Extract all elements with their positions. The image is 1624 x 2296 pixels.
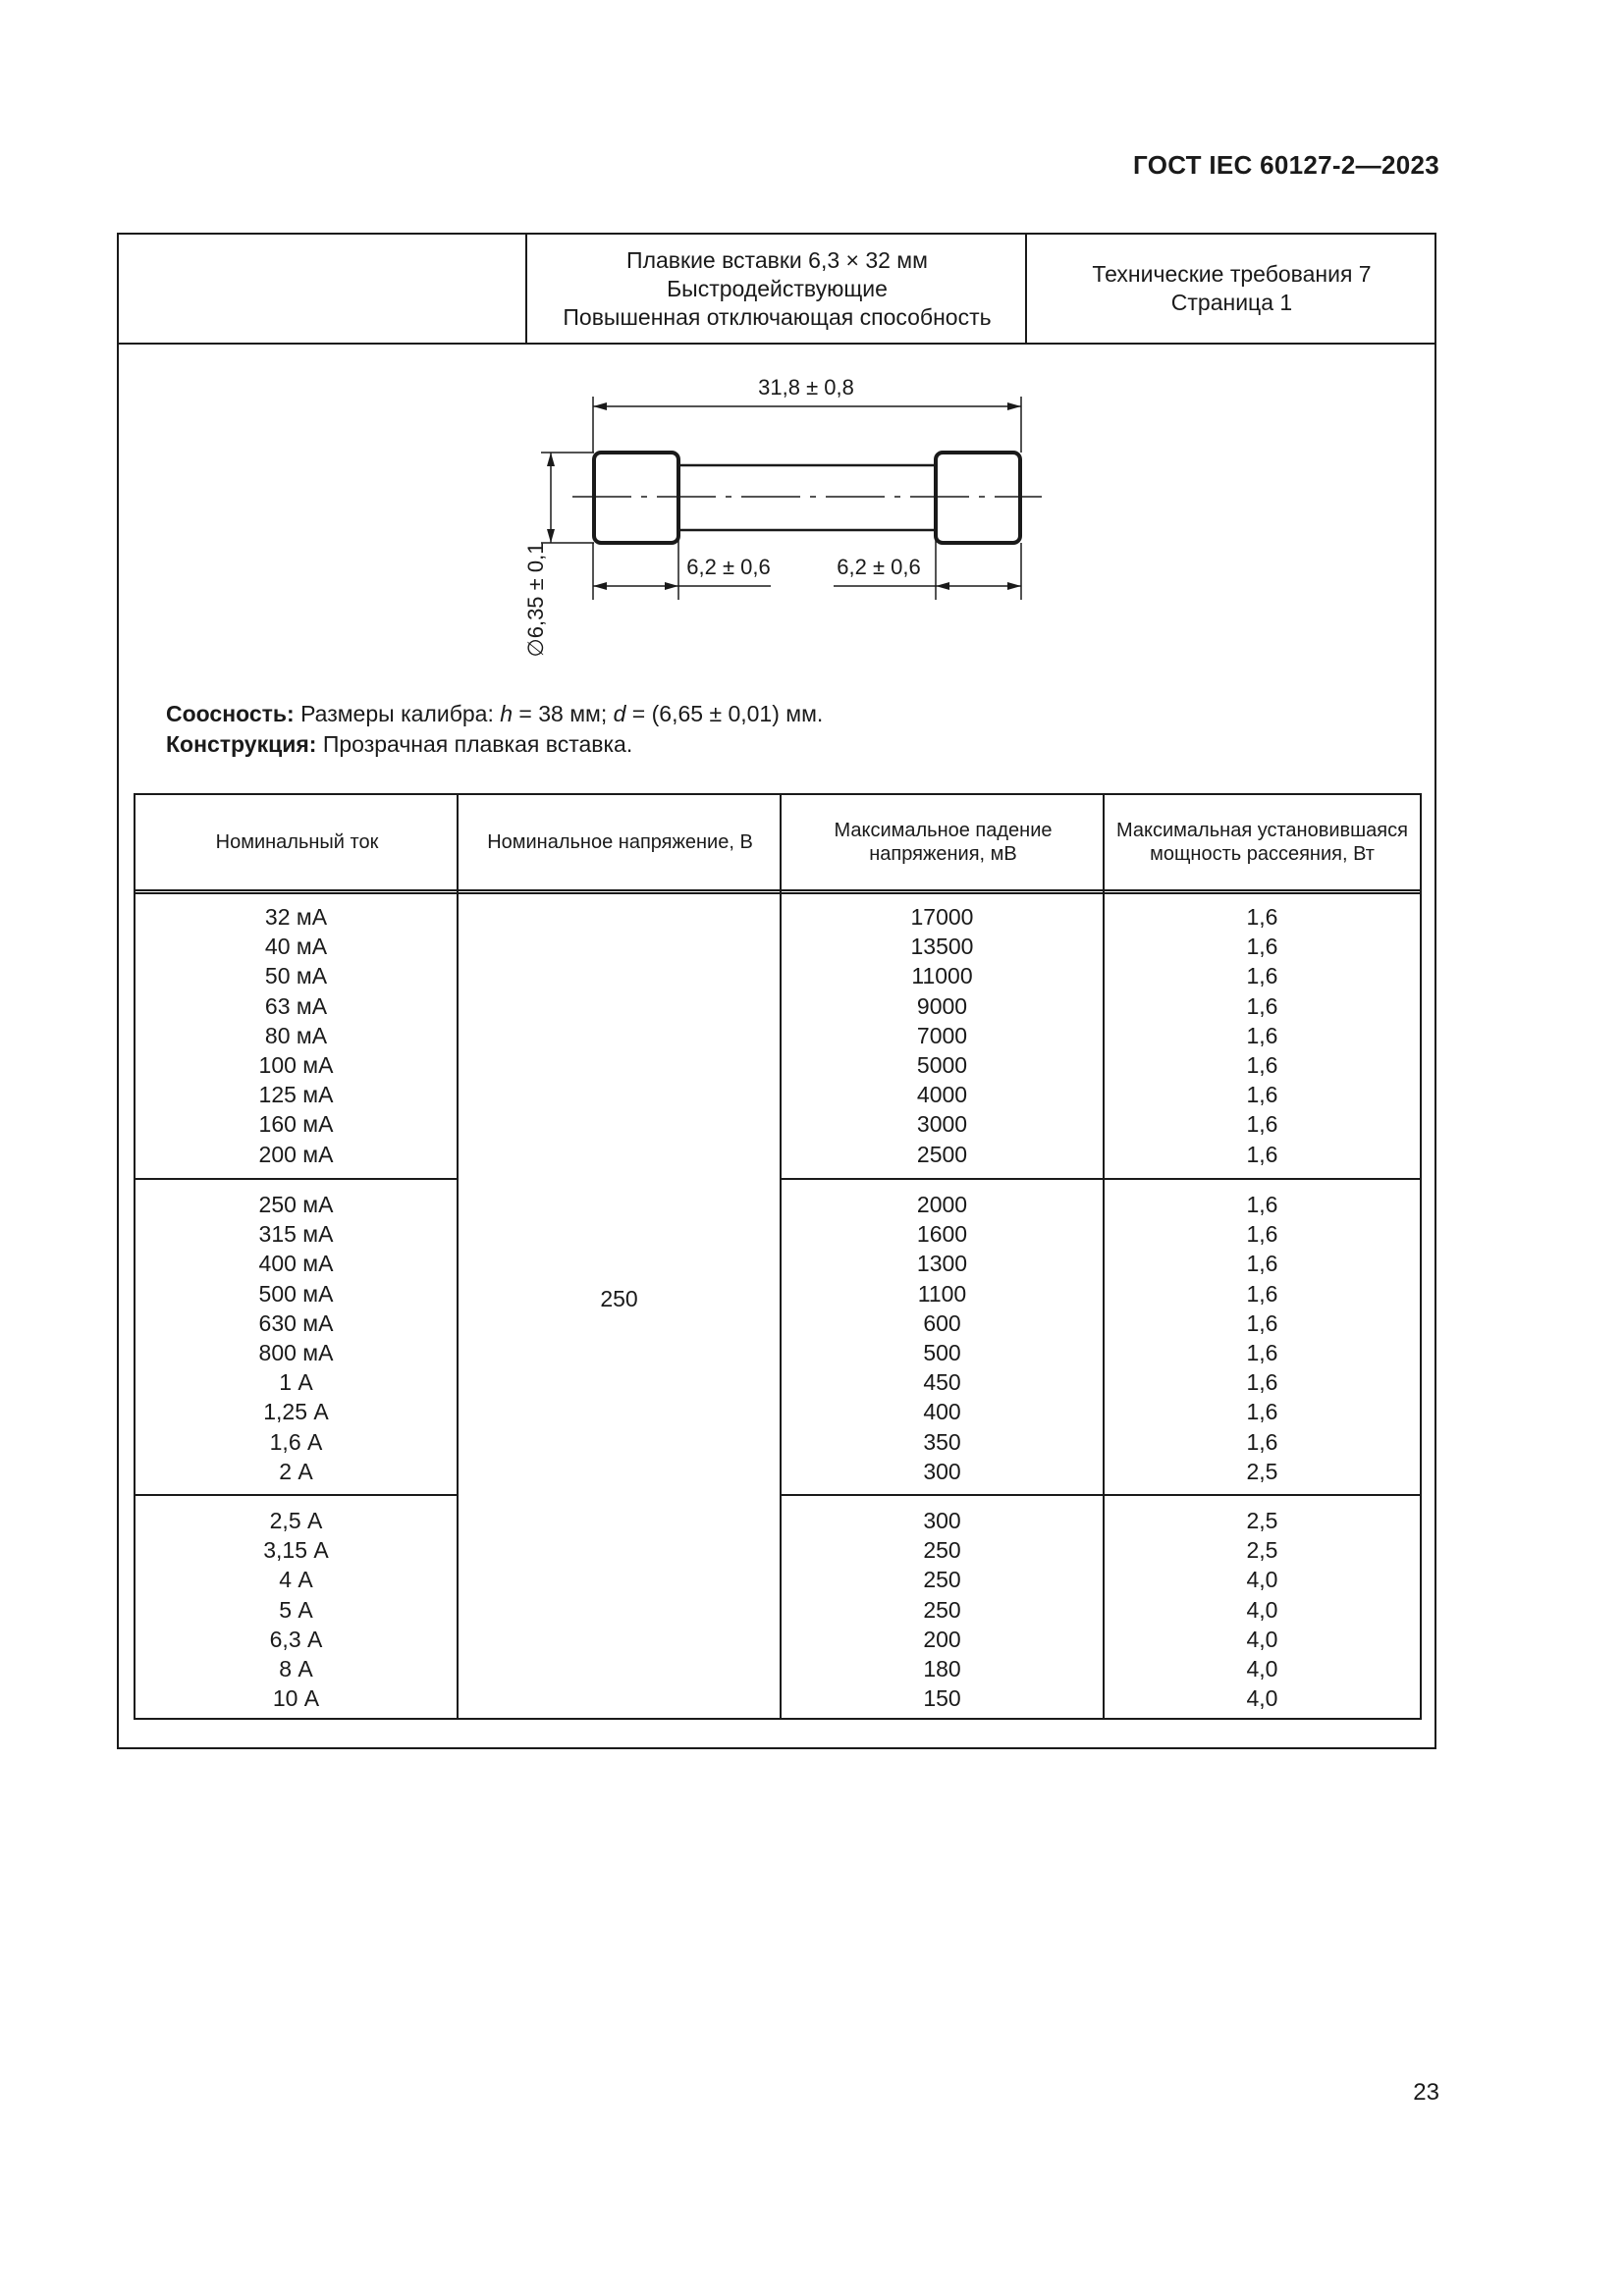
rated-current-cell: 40 мА (264, 934, 328, 960)
voltage-drop-cell: 250 (923, 1596, 961, 1623)
rated-current-cell: 315 мА (258, 1221, 334, 1248)
power-dissipation-cell: 2,5 (1246, 1537, 1278, 1564)
drop-list-group-2 (782, 1190, 1103, 1486)
rated-current-cell: 630 мА (258, 1309, 334, 1336)
voltage-drop-cell: 9000 (916, 992, 968, 1019)
power-dissipation-cell: 1,6 (1246, 1221, 1278, 1248)
power-dissipation-cell: 1,6 (1246, 1192, 1278, 1217)
alignment-text-1: Размеры калибра: (294, 701, 501, 726)
header-ref-line-1: Технические требования 7 (1092, 261, 1372, 287)
ratings-table (134, 793, 1422, 1720)
cap-length-left-label: 6,2 ± 0,6 (686, 555, 771, 579)
power-list-group-1 (1105, 902, 1420, 1169)
col-header-voltage-drop: Максимальное падение напряжения, мВ (834, 820, 1053, 865)
power-dissipation-cell: 1,6 (1246, 992, 1278, 1019)
voltage-drop-cell: 200 (923, 1626, 961, 1652)
voltage-drop-cell: 1100 (917, 1280, 967, 1307)
rated-current-cell: 32 мА (264, 904, 328, 930)
document-code: ГОСТ IEC 60127-2—2023 (1133, 150, 1439, 180)
notes-block (166, 699, 823, 760)
power-dissipation-cell: 1,6 (1246, 1082, 1278, 1108)
power-dissipation-cell: 1,6 (1246, 1399, 1278, 1425)
group-divider (135, 1178, 457, 1180)
rated-current-cell: 1,6 А (269, 1428, 323, 1455)
col-header-power-dissipation: Максимальная установившаяся мощность рассеяния, Вт (1116, 820, 1408, 865)
rated-current-cell: 500 мА (258, 1280, 334, 1307)
column-divider (457, 795, 459, 1718)
voltage-drop-cell: 250 (923, 1537, 961, 1564)
col-header-rated-current: Номинальный ток (215, 831, 379, 853)
voltage-drop-cell: 2500 (916, 1141, 968, 1167)
rated-current-cell: 1,25 А (263, 1399, 329, 1425)
rated-current-cell: 160 мА (258, 1111, 334, 1138)
voltage-drop-cell: 13500 (910, 934, 974, 960)
construction-note (166, 729, 823, 760)
header-title-line-3: Повышенная отключающая способность (563, 303, 992, 330)
voltage-drop-cell: 300 (923, 1458, 961, 1484)
rated-current-cell: 200 мА (258, 1141, 334, 1167)
rated-current-cell: 63 мА (264, 992, 328, 1019)
header-double-rule (135, 889, 1420, 894)
voltage-drop-cell: 1300 (916, 1251, 968, 1277)
group-divider (780, 1494, 1420, 1496)
rated-current-cell: 100 мА (258, 1052, 334, 1079)
alignment-text-2: = 38 мм; (513, 701, 614, 726)
voltage-drop-cell: 11000 (911, 963, 973, 989)
power-dissipation-cell: 1,6 (1246, 1052, 1278, 1079)
overall-length-label: 31,8 ± 0,8 (758, 375, 854, 400)
rated-current-cell: 80 мА (264, 1022, 328, 1048)
page-number: 23 (1413, 2079, 1439, 2106)
drop-list-group-1 (782, 902, 1103, 1169)
alignment-note (166, 699, 823, 729)
rated-voltage-value: 250 (600, 1286, 638, 1311)
alignment-label: Соосность: (166, 701, 295, 726)
voltage-drop-cell: 1600 (916, 1221, 968, 1248)
group-divider (135, 1494, 457, 1496)
voltage-drop-cell: 3000 (916, 1111, 968, 1138)
rated-current-cell: 2,5 А (269, 1508, 323, 1533)
rated-current-cell: 800 мА (258, 1340, 334, 1366)
power-dissipation-cell: 4,0 (1246, 1626, 1278, 1652)
voltage-drop-cell: 450 (923, 1369, 961, 1396)
voltage-drop-cell: 7000 (916, 1022, 968, 1048)
power-dissipation-cell: 1,6 (1246, 1340, 1278, 1366)
power-dissipation-cell: 4,0 (1246, 1685, 1278, 1712)
power-dissipation-cell: 1,6 (1246, 1111, 1278, 1138)
current-list-group-2 (135, 1190, 457, 1486)
current-list-group-3 (135, 1506, 457, 1713)
voltage-drop-cell: 4000 (916, 1082, 968, 1108)
cap-length-right-label: 6,2 ± 0,6 (837, 555, 921, 579)
col-header-rated-voltage: Номинальное напряжение, В (487, 831, 753, 853)
voltage-drop-cell: 400 (923, 1399, 961, 1425)
voltage-drop-cell: 180 (923, 1656, 961, 1682)
rated-current-cell: 1 А (279, 1369, 313, 1396)
drop-list-group-3 (782, 1506, 1103, 1713)
power-list-group-3 (1105, 1506, 1420, 1713)
rated-current-cell: 50 мА (264, 963, 328, 989)
power-dissipation-cell: 4,0 (1246, 1567, 1278, 1593)
rated-current-cell: 125 мА (258, 1082, 334, 1108)
rated-current-cell: 2 А (279, 1458, 313, 1484)
power-dissipation-cell: 2,5 (1246, 1458, 1278, 1484)
header-title-line-1: Плавкие вставки 6,3 × 32 мм (626, 246, 928, 273)
construction-label: Конструкция: (166, 731, 317, 757)
voltage-drop-cell: 300 (923, 1508, 961, 1533)
fuse-dimension-drawing (119, 235, 1435, 696)
power-dissipation-cell: 1,6 (1246, 1309, 1278, 1336)
voltage-drop-cell: 2000 (916, 1192, 968, 1217)
power-dissipation-cell: 1,6 (1246, 904, 1278, 930)
rated-current-cell: 10 А (272, 1685, 320, 1712)
rated-current-cell: 400 мА (258, 1251, 334, 1277)
rated-current-cell: 5 А (279, 1596, 313, 1623)
alignment-d-symbol: d (613, 701, 626, 726)
alignment-text-3: = (6,65 ± 0,01) мм. (625, 701, 824, 726)
power-dissipation-cell: 1,6 (1246, 1369, 1278, 1396)
rated-current-cell: 8 А (279, 1656, 313, 1682)
power-dissipation-cell: 2,5 (1246, 1508, 1278, 1533)
rated-current-cell: 250 мА (258, 1192, 334, 1217)
voltage-drop-cell: 500 (923, 1340, 961, 1366)
rated-current-cell: 3,15 А (263, 1537, 329, 1564)
current-list-group-1 (135, 902, 457, 1169)
power-dissipation-cell: 1,6 (1246, 1280, 1278, 1307)
header-title-line-2: Быстродействующие (667, 275, 888, 301)
diameter-label: ∅6,35 ± 0,1 (523, 542, 548, 658)
power-dissipation-cell: 1,6 (1246, 1251, 1278, 1277)
power-dissipation-cell: 1,6 (1246, 1141, 1278, 1167)
voltage-drop-cell: 5000 (916, 1052, 968, 1079)
power-dissipation-cell: 4,0 (1246, 1596, 1278, 1623)
voltage-drop-cell: 150 (923, 1685, 961, 1712)
power-dissipation-cell: 1,6 (1246, 963, 1278, 989)
voltage-drop-cell: 250 (923, 1567, 961, 1593)
voltage-drop-cell: 17000 (910, 904, 974, 930)
construction-text: Прозрачная плавкая вставка. (316, 731, 633, 757)
rated-current-cell: 4 А (279, 1567, 313, 1593)
voltage-drop-cell: 600 (923, 1309, 961, 1336)
power-dissipation-cell: 1,6 (1246, 934, 1278, 960)
header-ref-line-2: Страница 1 (1170, 290, 1293, 315)
rated-current-cell: 6,3 А (269, 1626, 323, 1652)
spec-sheet-frame (117, 233, 1436, 1749)
group-divider (780, 1178, 1420, 1180)
power-dissipation-cell: 1,6 (1246, 1428, 1278, 1455)
power-dissipation-cell: 4,0 (1246, 1656, 1278, 1682)
power-list-group-2 (1105, 1190, 1420, 1486)
voltage-drop-cell: 350 (923, 1428, 961, 1455)
power-dissipation-cell: 1,6 (1246, 1022, 1278, 1048)
alignment-h-symbol: h (500, 701, 514, 726)
